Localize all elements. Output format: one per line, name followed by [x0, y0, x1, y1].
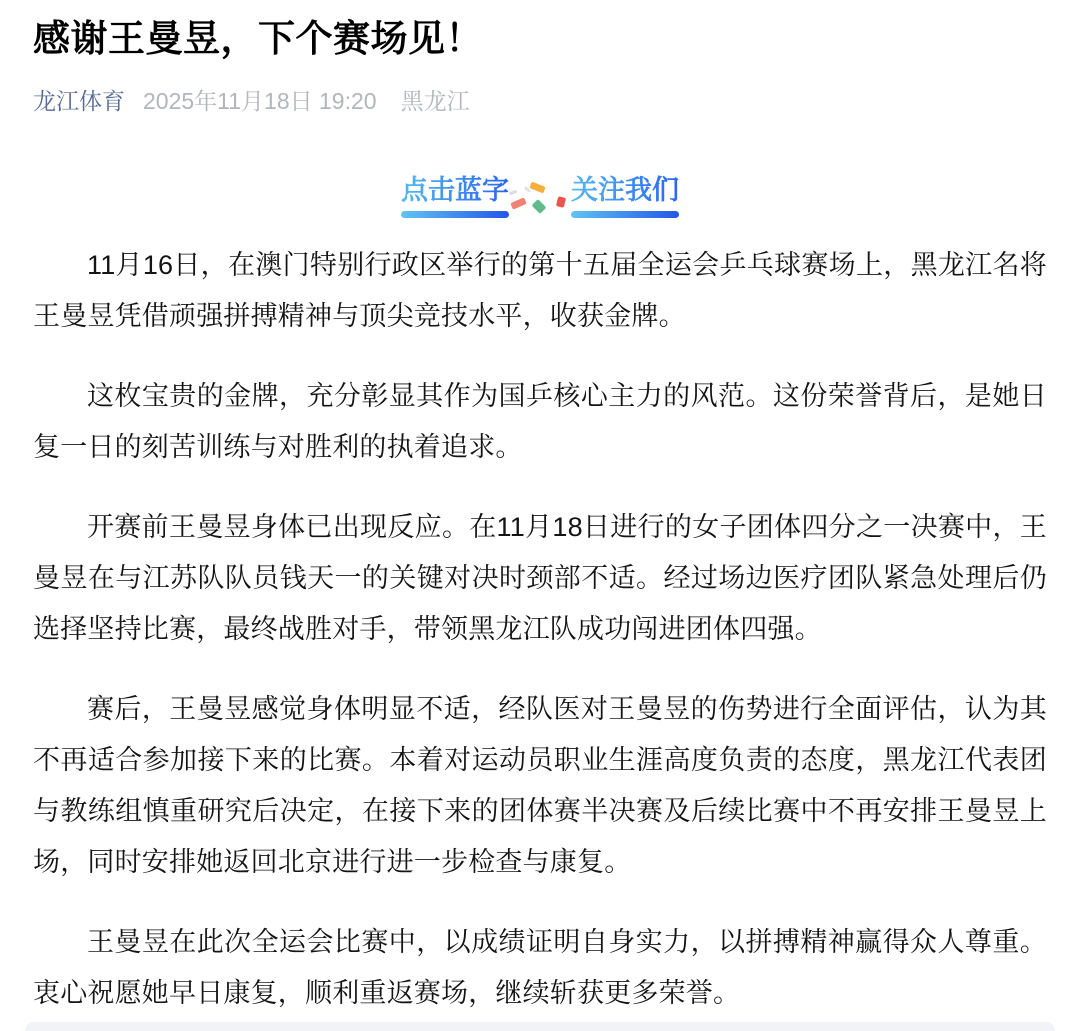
follow-banner[interactable]: [33, 174, 1047, 218]
next-section-strip: [25, 1022, 1055, 1031]
paragraph: 这枚宝贵的金牌，充分彰显其作为国乒核心主力的风范。这份荣誉背后，是她日复一日的刻苦训练与对胜利的执着追求。: [33, 381, 1047, 462]
article-title: 感谢王曼昱，下个赛场见！: [33, 18, 483, 59]
paragraph: 赛后，王曼昱感觉身体明显不适，经队医对王曼昱的伤势进行全面评估，认为其不再适合参加接下来的比赛。本着对运动员职业生涯高度负责的态度，黑龙江代表团与教练组慎重研究后决定，在接下来的团体赛半决赛及后续比赛中不再安排王曼昱上场，同时安排她返回北京进行进一步检查与康复。: [33, 694, 1047, 877]
confetti-green-icon: [532, 199, 547, 214]
follow-us-prompt[interactable]: [571, 174, 679, 218]
confetti-salmon-icon: [510, 197, 527, 209]
article-body: [33, 240, 1047, 1019]
publish-date: 2025年11月18日 19:20: [143, 88, 377, 114]
author-link[interactable]: 龙江体育: [33, 88, 125, 114]
confetti-icon: [509, 174, 571, 218]
confetti-red-icon: [556, 196, 566, 208]
article-meta: [33, 86, 1047, 116]
banner-underline: [571, 211, 679, 218]
publish-location: 黑龙江: [400, 88, 470, 114]
paragraph: 11月16日，在澳门特别行政区举行的第十五届全运会乒乓球赛场上，黑龙江名将王曼昱凭借顽强拼搏精神与顶尖竞技水平，收获金牌。: [33, 250, 1047, 331]
paragraph: 王曼昱在此次全运会比赛中，以成绩证明自身实力，以拼搏精神赢得众人尊重。衷心祝愿她早日康复，顺利重返赛场，继续斩获更多荣誉。: [33, 927, 1047, 1008]
banner-left-label: 点击蓝字: [401, 175, 509, 205]
paragraph: 开赛前王曼昱身体已出现反应。在11月18日进行的女子团体四分之一决赛中，王曼昱在与江苏队队员钱天一的关键对决时颈部不适。经过场边医疗团队紧急处理后仍选择坚持比赛，最终战胜对手，带领黑龙江队成功闯进团体四强。: [33, 512, 1047, 644]
confetti-speck-icon: [509, 190, 518, 195]
confetti-orange-icon: [529, 181, 546, 193]
banner-underline: [401, 211, 509, 218]
click-blue-text-prompt[interactable]: [401, 174, 509, 218]
banner-right-label: 关注我们: [571, 175, 679, 205]
